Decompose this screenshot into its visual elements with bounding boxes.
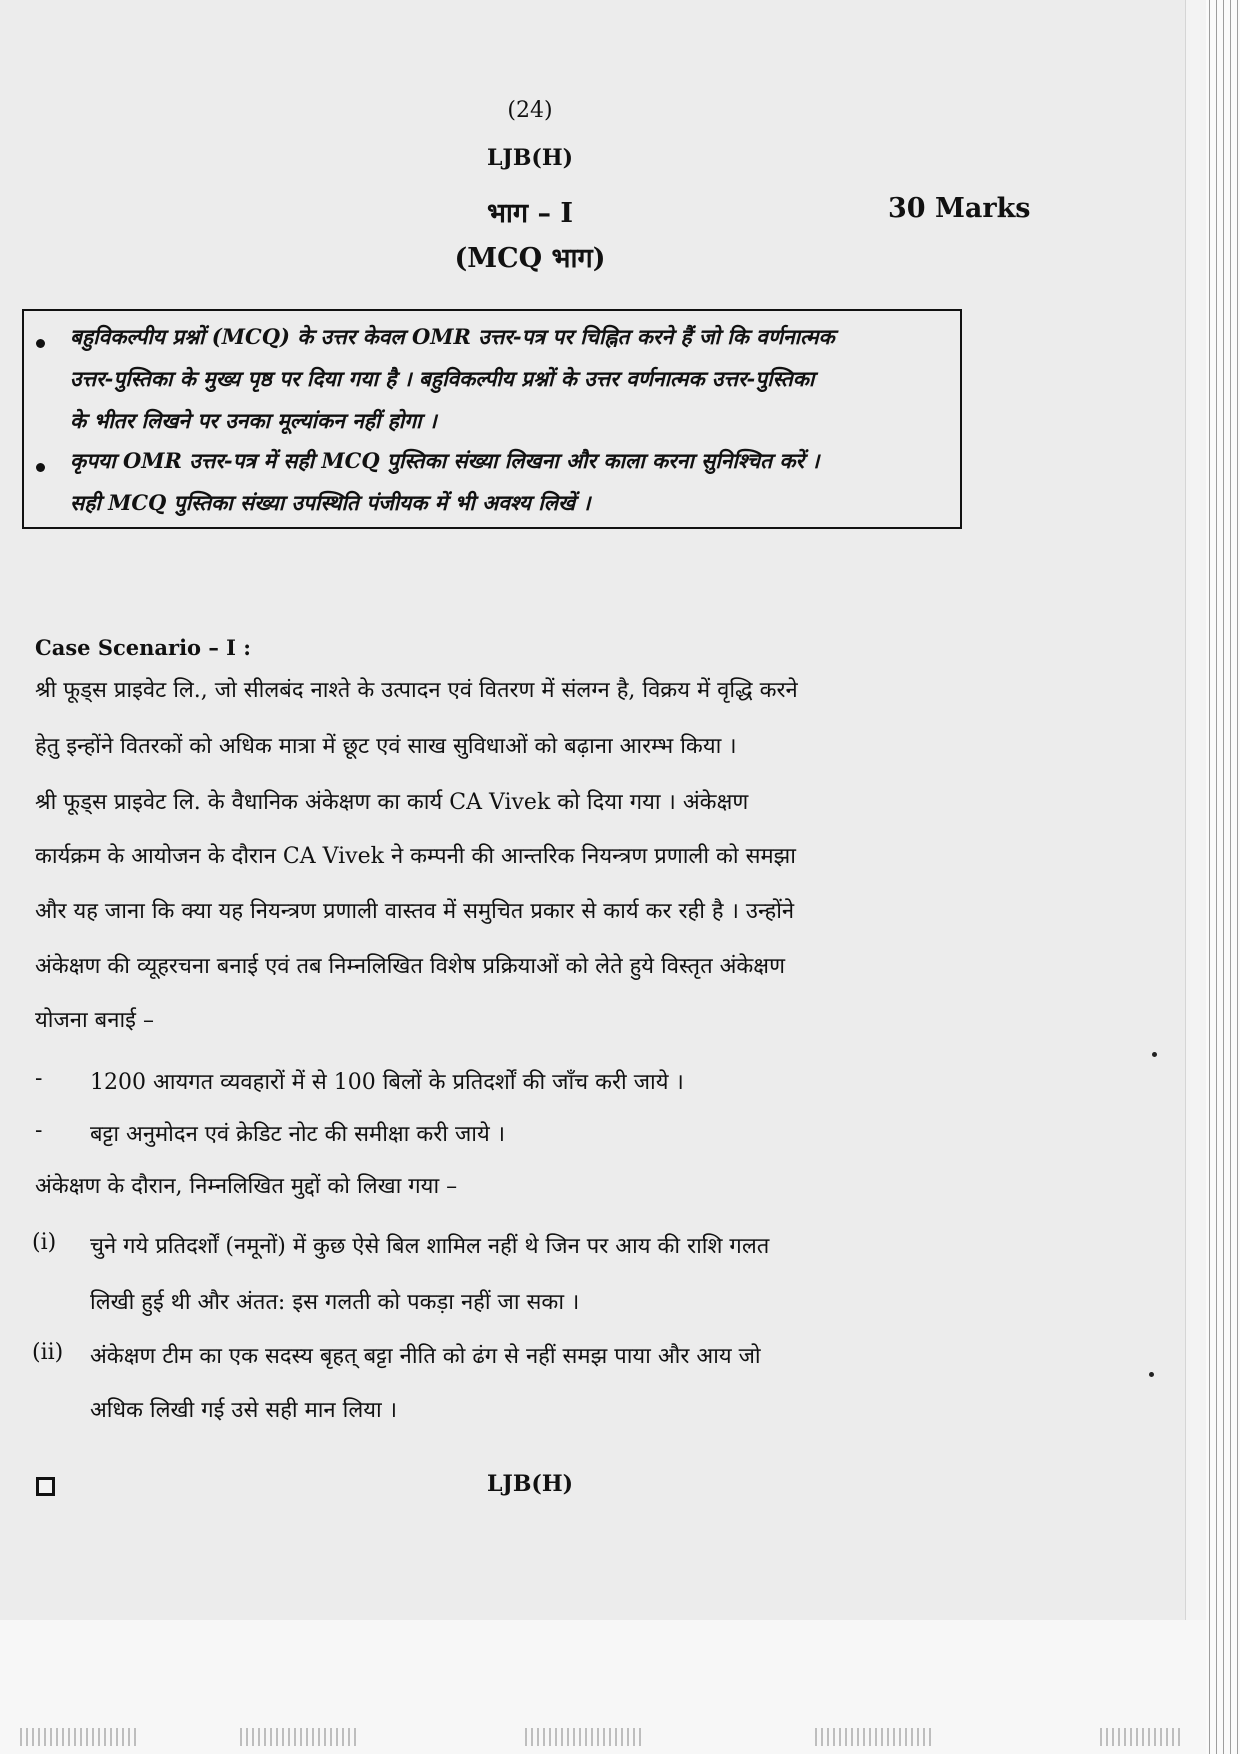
procedure-marker: - [35,1066,43,1091]
mcq-subtitle: (MCQ भाग) [454,243,606,274]
observation-line: अंकेक्षण टीम का एक सदस्य बृहत् बट्टा नीति को ढंग से नहीं समझ पाया और आय जो [90,1344,761,1369]
case-text-line: श्री फूड्स प्राइवेट लि. के वैधानिक अंकेक्षण का कार्य CA Vivek को दिया गया । अंकेक्षण [35,790,749,815]
paper-code-footer: LJB(H) [486,1471,574,1497]
bullet-icon [36,339,45,348]
scan-speck [1149,1372,1154,1377]
part-title: भाग – I [486,198,574,229]
observation-line: अधिक लिखी गई उसे सही मान लिया । [90,1398,398,1423]
observation-marker: (ii) [32,1340,64,1365]
observation-marker: (i) [32,1230,57,1255]
case-text-line: श्री फूड्स प्राइवेट लि., जो सीलबंद नाश्ते के उत्पादन एवं वितरण में संलग्न है, विक्रय में वृद्धि करने [35,678,798,703]
case-text-line: कार्यक्रम के आयोजन के दौरान CA Vivek ने कम्पनी की आन्तरिक नियन्त्रण प्रणाली को समझा [35,844,796,869]
case-scenario-heading: Case Scenario – I : [35,635,252,660]
case-text-line: योजना बनाई – [35,1008,154,1033]
stacked-page-edges [1206,0,1240,1754]
instruction-box [22,309,962,529]
instruction-line: सही MCQ पुस्तिका संख्या उपस्थिति पंजीयक में भी अवश्य लिखें । [70,490,591,515]
instruction-line: बहुविकल्पीय प्रश्नों (MCQ) के उत्तर केवल OMR उत्तर-पत्र पर चिह्नित करने हैं जो कि वर्णनात्मक [70,324,835,349]
case-text-line: और यह जाना कि क्या यह नियन्त्रण प्रणाली वास्तव में समुचित प्रकार से कार्य कर रही है । उन्होंने [35,899,795,924]
instruction-line: कृपया OMR उत्तर-पत्र में सही MCQ पुस्तिका संख्या लिखना और काला करना सुनिश्चित करें । [70,448,820,473]
scan-speck [1152,1052,1157,1057]
marks-label: 30 Marks [888,193,1031,224]
page-number: (24) [507,98,553,123]
instruction-line: के भीतर लिखने पर उनका मूल्यांकन नहीं होगा । [70,408,437,433]
procedure-item: बट्टा अनुमोदन एवं क्रेडिट नोट की समीक्षा करी जाये । [90,1122,506,1147]
case-text-line: हेतु इन्होंने वितरकों को अधिक मात्रा में छूट एवं साख सुविधाओं को बढ़ाना आरम्भ किया । [35,734,737,759]
bullet-icon [36,463,45,472]
observation-line: चुने गये प्रतिदर्शों (नमूनों) में कुछ ऐसे बिल शामिल नहीं थे जिन पर आय की राशि गलत [90,1234,770,1259]
case-text-line: अंकेक्षण की व्यूहरचना बनाई एवं तब निम्नलिखित विशेष प्रक्रियाओं को लेते हुये विस्तृत अंकेक्षण [35,954,785,979]
observation-intro: अंकेक्षण के दौरान, निम्नलिखित मुद्दों को लिखा गया – [35,1174,458,1199]
procedure-item: 1200 आयगत व्यवहारों में से 100 बिलों के प्रतिदर्शों की जाँच करी जाये । [90,1070,684,1095]
paper-code-header: LJB(H) [486,145,574,171]
observation-line: लिखी हुई थी और अंतत: इस गलती को पकड़ा नहीं जा सका । [90,1290,580,1315]
instruction-line: उत्तर-पुस्तिका के मुख्य पृष्ठ पर दिया गया है । बहुविकल्पीय प्रश्नों के उत्तर वर्णनात्मक उत्तर-पुस्तिका [70,366,815,391]
procedure-marker: - [35,1118,43,1143]
